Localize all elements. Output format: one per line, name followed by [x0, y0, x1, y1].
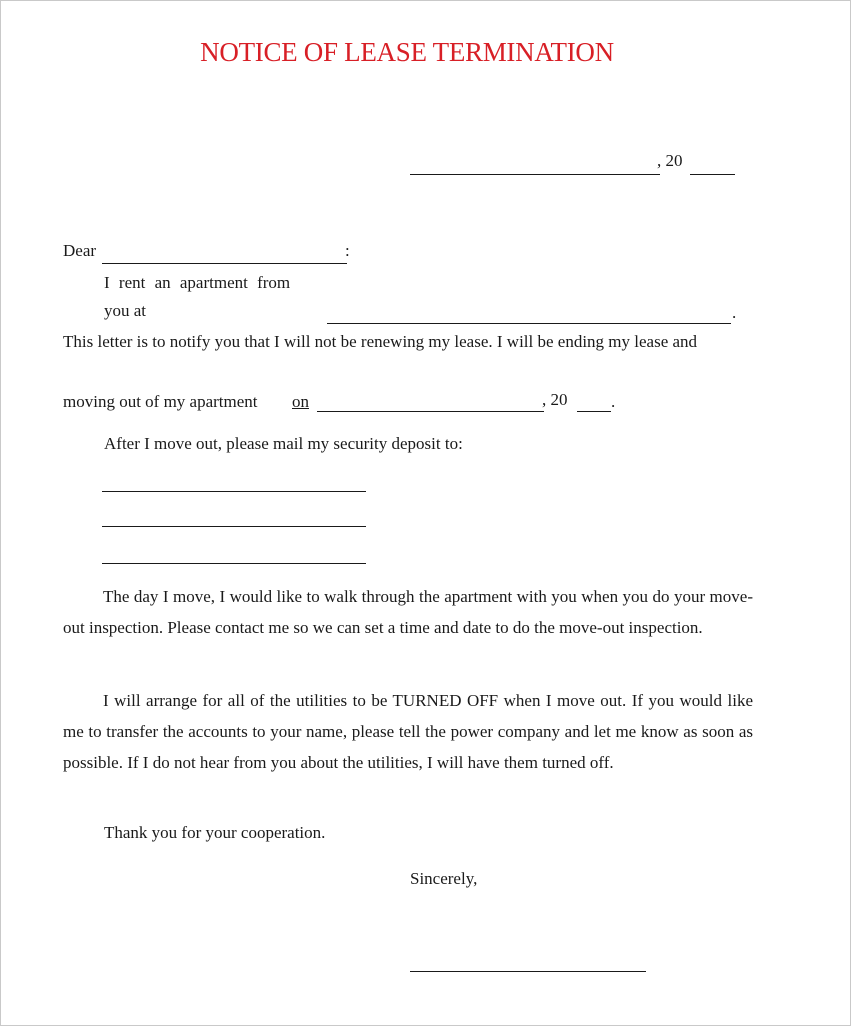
signature-blank[interactable] [410, 971, 646, 972]
landlord-name-blank[interactable] [102, 263, 347, 264]
moving-out-text: moving out of my apartment [63, 392, 258, 411]
thanks-line: Thank you for your cooperation. [104, 823, 326, 842]
forwarding-address-line-2[interactable] [102, 526, 366, 527]
salutation-dear: Dear [63, 241, 97, 260]
closing-sincerely: Sincerely, [410, 869, 478, 888]
move-out-year-separator: , 20 [542, 390, 568, 409]
date-year-separator: , 20 [657, 151, 683, 170]
forwarding-address-line-3[interactable] [102, 563, 366, 564]
notify-paragraph: This letter is to notify you that I will not be renewing my lease. I will be ending my lease and [63, 332, 698, 351]
deposit-instruction: After I move out, please mail my security deposit to: [104, 434, 463, 453]
moving-out-on: on [292, 392, 309, 411]
apartment-address-blank[interactable] [327, 323, 731, 324]
salutation-colon: : [345, 241, 350, 260]
move-out-period: . [611, 392, 616, 411]
move-out-date-blank[interactable] [317, 411, 544, 412]
date-month-day-blank[interactable] [410, 174, 660, 175]
move-out-year-blank[interactable] [577, 411, 611, 412]
rent-line-2: you at [104, 301, 147, 320]
rent-line-1: I rent an apartment from [104, 273, 291, 292]
address-period: . [732, 303, 737, 322]
document-title: NOTICE OF LEASE TERMINATION [200, 37, 614, 67]
forwarding-address-line-1[interactable] [102, 491, 366, 492]
date-year-blank[interactable] [690, 174, 735, 175]
utilities-paragraph: I will arrange for all of the utilities to be TURNED OFF when I move out. If you would like me to transfer the accounts to your name, please tell the power company and let me know as soon as possible. If I do not hear from you about the utilities, I will have them turned off. [63, 691, 753, 772]
walkthrough-paragraph: The day I move, I would like to walk through the apartment with you when you do your move-out inspection. Please contact me so we can set a time and date to do the move-out inspection. [63, 587, 753, 637]
